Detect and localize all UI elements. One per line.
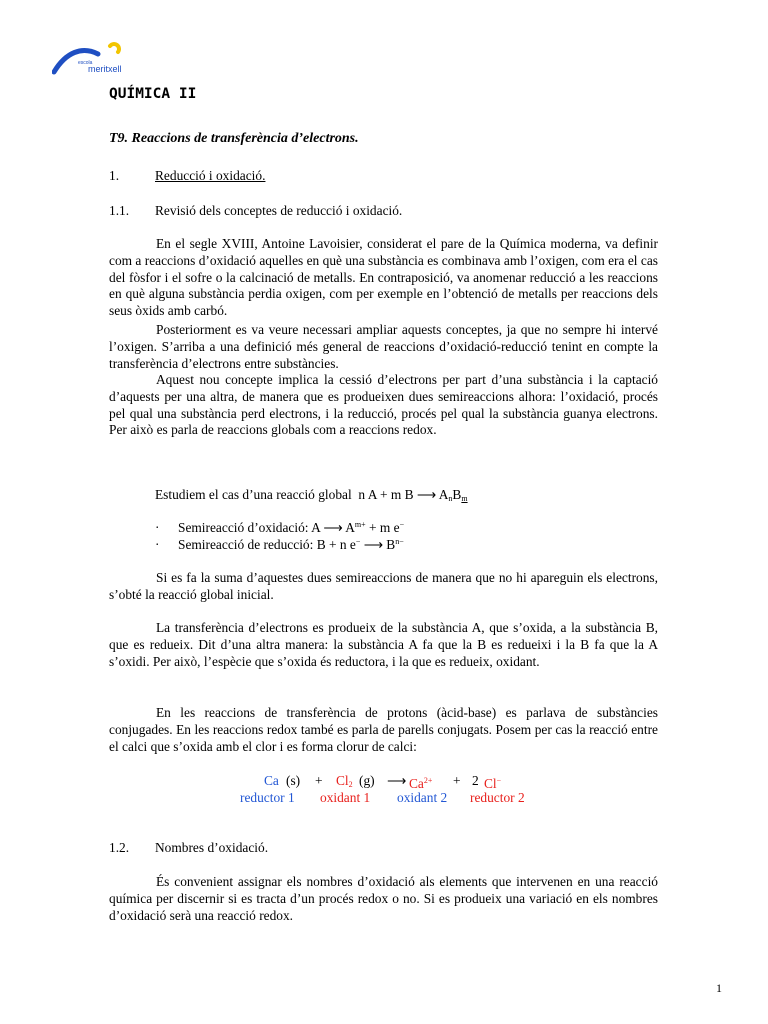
half-reaction-lhs: B + n e bbox=[316, 537, 356, 552]
paragraph-electron-transfer: Posteriorment es va veure necessari ampliar aquests conceptes, ja que no sempre hi intervé l’oxigen. S’arriba a una definició més general de reaccions d’oxidació-reducció tenint en compte la transferència d’electrons entre substàncies. bbox=[109, 322, 658, 371]
subsection-number: 1.2. bbox=[109, 840, 130, 855]
paragraph-oxidant-reductor: La transferència d’electrons es produeix de la substància A, que s’oxida, a la substància B, que es redueix. Dit d’una altra manera: la substància A fa que la B es redueixi i la B fa que la A s’oxidi. Per això, l’espècie que s’oxida és reductora, i la que es redueix, oxidant. bbox=[109, 620, 658, 669]
half-reaction-lhs: A ⟶ A bbox=[311, 520, 355, 535]
half-reaction-label: Semireacció d’oxidació: bbox=[178, 520, 309, 535]
state-solid: (s) bbox=[286, 773, 301, 788]
label-reductor-2: reductor 2 bbox=[470, 790, 525, 805]
logo-swoosh-icon bbox=[52, 40, 132, 80]
subsection-title: Revisió dels conceptes de reducció i oxidació. bbox=[155, 203, 403, 218]
paragraph-sum: Si es fa la suma d’aquestes dues semireaccions de manera que no hi apareguin els electrons, s’obté la reacció global inicial. bbox=[109, 570, 658, 602]
subscript-m: m bbox=[461, 494, 468, 503]
half-reaction-rhs: ⟶ B bbox=[360, 537, 396, 552]
superscript: n− bbox=[395, 537, 404, 546]
bullet-icon: · bbox=[155, 520, 160, 535]
subscript-2: 2 bbox=[348, 780, 353, 789]
subsection-title: Nombres d’oxidació. bbox=[155, 840, 269, 855]
logo-top-text: escola bbox=[78, 60, 93, 66]
topic-title: T9. Reaccions de transferència d’electrons. bbox=[109, 131, 359, 146]
half-reaction-oxidation bbox=[155, 520, 404, 536]
reaction-labels bbox=[240, 789, 544, 806]
label-reductor-1: reductor 1 bbox=[240, 790, 295, 805]
bullet-icon: · bbox=[155, 537, 160, 552]
reaction-equation bbox=[264, 772, 544, 789]
state-gas: (g) bbox=[359, 773, 375, 788]
half-reaction-reduction bbox=[155, 537, 404, 553]
global-reaction-b: B bbox=[452, 487, 462, 502]
charge-2plus: 2+ bbox=[423, 776, 433, 785]
half-reaction-label: Semireacció de reducció: bbox=[178, 537, 314, 552]
subsection-heading-1 bbox=[109, 203, 402, 219]
species-ca: Ca bbox=[264, 773, 279, 788]
school-logo bbox=[52, 40, 132, 80]
charge-minus: − bbox=[496, 776, 502, 785]
global-reaction-line bbox=[155, 487, 468, 503]
label-oxidant-2: oxidant 2 bbox=[397, 790, 448, 805]
section-number: 1. bbox=[109, 168, 120, 183]
calcium-chlorine-reaction bbox=[240, 772, 544, 806]
paragraph-lavoisier: En el segle XVIII, Antoine Lavoisier, considerat el pare de la Química moderna, va definir com a reaccions d’oxidació aquelles en què una substància es combinava amb l’oxigen, com era el cas del fòsfor i el sofre o la calcinació de metalls. En contraposició, va anomenar reducció a les reaccions en què alguna substància perdia oxigen, com per exemple en l’obtenció de metalls per reaccions dels seus òxids amb carbó. bbox=[109, 236, 658, 319]
subsection-number: 1.1. bbox=[109, 203, 130, 218]
arrow-icon: ⟶ bbox=[387, 773, 407, 788]
paragraph-oxidation-numbers: És convenient assignar els nombres d’oxidació als elements que intervenen en una reacció química per discernir si es tracta d’un procés redox o no. Si es produeix una variació en els nombres d’oxidació serà una reacció redox. bbox=[109, 874, 658, 923]
section-title: Reducció i oxidació. bbox=[155, 168, 266, 183]
half-reaction-rhs: + m e bbox=[365, 520, 400, 535]
subsection-heading-2 bbox=[109, 840, 268, 856]
coefficient: 2 bbox=[472, 773, 479, 788]
plus-sign: + bbox=[453, 773, 461, 788]
section-heading bbox=[109, 168, 265, 184]
superscript: m+ bbox=[354, 520, 366, 529]
logo-main-text: meritxell bbox=[88, 64, 122, 74]
course-title: QUÍMICA II bbox=[109, 86, 197, 102]
species-cl-ion: Cl bbox=[484, 776, 497, 791]
global-reaction-lhs: n A + m B ⟶ A bbox=[358, 487, 449, 502]
paragraph-conjugate-pairs: En les reaccions de transferència de protons (àcid-base) es parlava de substàncies conjugades. En les reaccions redox també es parla de parells conjugats. Posem per cas la reacció entre el calci que s’oxida amb el clor i es forma clorur de calci: bbox=[109, 705, 658, 754]
subscript-n: n bbox=[448, 494, 453, 503]
global-reaction-intro: Estudiem el cas d’una reacció global bbox=[155, 487, 352, 502]
paragraph-half-reactions: Aquest nou concepte implica la cessió d’electrons per part d’una substància i la captació d’aquests per una altra, de manera que es produeixen dues semireaccions alhora: l’oxidació, procés pel qual una substància perd electrons, i la reducció, procés pel qual la substància guanya electrons. Per això es parla de reaccions globals com a reaccions redox. bbox=[109, 372, 658, 438]
species-cl2: Cl bbox=[336, 773, 349, 788]
superscript: − bbox=[355, 537, 361, 546]
species-ca-ion: Ca bbox=[409, 776, 424, 791]
label-oxidant-1: oxidant 1 bbox=[320, 790, 371, 805]
plus-sign: + bbox=[315, 773, 323, 788]
superscript: − bbox=[399, 520, 405, 529]
page-number: 1 bbox=[716, 981, 722, 995]
